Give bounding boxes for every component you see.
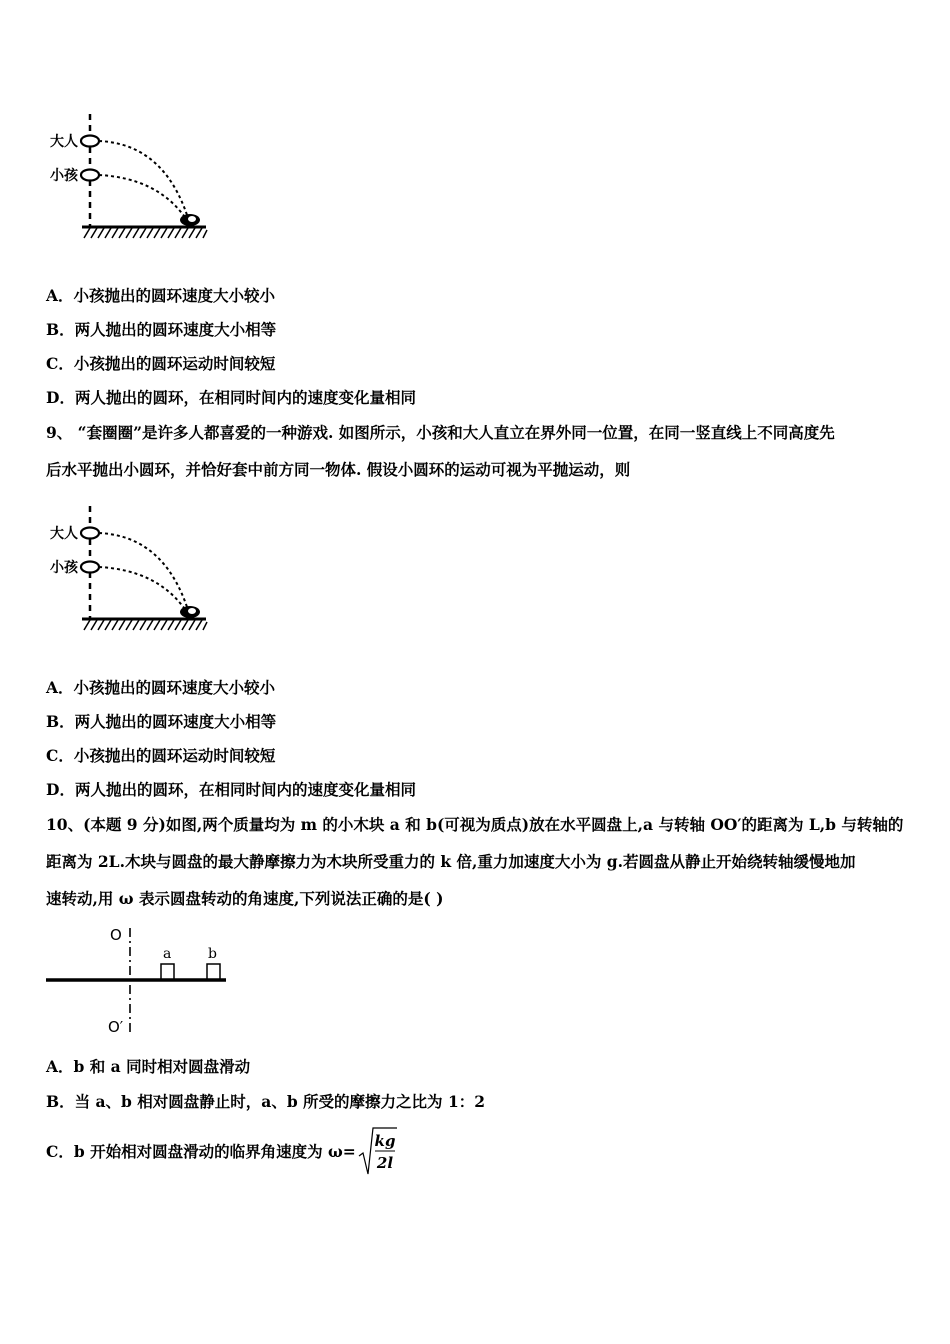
- ground-hatching: [84, 620, 207, 630]
- adult-label: 大人: [50, 134, 78, 150]
- axis-label-o: O: [110, 926, 122, 944]
- q10-text-line3: 速转动,用 ω 表示圆盘转动的角速度,下列说法正确的是( ): [46, 889, 444, 908]
- option-b-block1: B．两人抛出的圆环速度大小相等: [46, 320, 277, 339]
- child-ring: [81, 170, 99, 181]
- adult-ring: [81, 136, 99, 147]
- q10-option-b: B．当 a、b 相对圆盘静止时，a、b 所受的摩擦力之比为 1：2: [46, 1092, 486, 1111]
- q9-text-line1: 9、 “套圈圈”是许多人都喜爱的一种游戏. 如图所示，小孩和大人直立在界外同一位置，在同一竖直线上不同高度先: [46, 423, 835, 442]
- adult-ring: [81, 528, 99, 539]
- q9-text-line2: 后水平抛出小圆环，并恰好套中前方同一物体. 假设小圆环的运动可视为平抛运动，则: [46, 460, 631, 479]
- sqrt-fraction-formula: [358, 1126, 398, 1178]
- option-d-block1: D．两人抛出的圆环，在相同时间内的速度变化量相同: [46, 388, 416, 407]
- block-a-label: a: [163, 946, 172, 962]
- option-a-block1: A．小孩抛出的圆环速度大小较小: [46, 286, 276, 305]
- adult-label: 大人: [50, 526, 78, 542]
- axis-label-o-prime: O′: [108, 1018, 124, 1036]
- block-b-label: b: [208, 946, 217, 962]
- option-b-block2: B．两人抛出的圆环速度大小相等: [46, 712, 277, 731]
- option-c-block2: C．小孩抛出的圆环运动时间较短: [46, 746, 276, 765]
- q10-text-line2: 距离为 2L.木块与圆盘的最大静摩擦力为木块所受重力的 k 倍,重力加速度大小为 g.若圆盘从静止开始绕转轴缓慢地加: [46, 852, 856, 871]
- q10-option-c-text: C．b 开始相对圆盘滑动的临界角速度为 ω=: [46, 1142, 356, 1161]
- formula-denominator: 2l: [376, 1154, 393, 1172]
- option-d-block2: D．两人抛出的圆环，在相同时间内的速度变化量相同: [46, 780, 416, 799]
- ring-toss-figure-2: [46, 500, 216, 636]
- block-a: [161, 964, 174, 979]
- q10-text-line1: 10、(本题 9 分)如图,两个质量均为 m 的小木块 a 和 b(可视为质点)放在水平圆盘上,a 与转轴 OO′的距离为 L,b 与转轴的: [46, 815, 904, 834]
- q10-option-c: [46, 1126, 398, 1178]
- q10-option-a: A．b 和 a 同时相对圆盘滑动: [46, 1057, 251, 1076]
- ground-hatching: [84, 228, 207, 238]
- rotating-disk-figure: [44, 922, 234, 1038]
- child-ring: [81, 562, 99, 573]
- block-b: [207, 964, 220, 979]
- formula-numerator: kg: [374, 1132, 396, 1150]
- option-a-block2: A．小孩抛出的圆环速度大小较小: [46, 678, 276, 697]
- option-c-block1: C．小孩抛出的圆环运动时间较短: [46, 354, 276, 373]
- child-label: 小孩: [50, 168, 78, 184]
- ring-toss-figure-1: [46, 108, 216, 244]
- child-label: 小孩: [50, 560, 78, 576]
